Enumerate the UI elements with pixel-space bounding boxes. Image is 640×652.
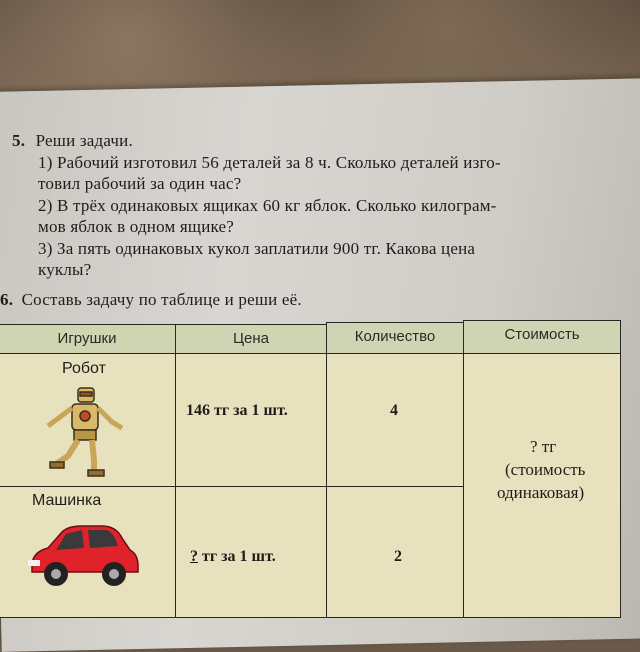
header-toys: Игрушки [0, 324, 176, 354]
task5-line-4: мов яблок в одном ящике? [38, 217, 235, 236]
car-illustration [26, 520, 142, 590]
task6-number: 6. [0, 290, 14, 309]
task5-title: Реши задачи. [35, 131, 133, 150]
task5-line-5: 3) За пять одинаковых кукол заплатили 900 тг. Какова цена [38, 239, 476, 258]
header-cost: Стоимость [463, 320, 621, 354]
task5-number: 5. [12, 131, 26, 150]
task5-heading [12, 131, 133, 151]
car-label: Машинка [32, 492, 102, 509]
cell-robot-price [175, 353, 327, 487]
task5-line-2: товил рабочий за один час? [38, 174, 242, 193]
cost-note-2: одинаковая) [497, 483, 585, 502]
car-price [190, 548, 276, 566]
cost-value: ? тг [530, 437, 557, 456]
task6-title: Составь задачу по таблице и реши её. [21, 290, 302, 309]
task5-line-6: куклы? [38, 260, 92, 279]
header-quantity: Количество [326, 322, 464, 354]
cell-robot-quantity [326, 353, 464, 487]
robot-label: Робот [62, 360, 106, 377]
cost-note-1: (стоимость [505, 460, 586, 479]
robot-illustration [42, 382, 132, 478]
car-price-unknown: ? [190, 548, 198, 565]
car-quantity: 2 [394, 548, 402, 565]
task6-heading [0, 290, 302, 310]
robot-quantity: 4 [390, 402, 398, 419]
robot-price: 146 тг за 1 шт. [186, 402, 288, 419]
header-price: Цена [175, 324, 327, 354]
car-price-rest: тг за 1 шт. [198, 548, 276, 565]
task5-line-3: 2) В трёх одинаковых ящиках 60 кг яблок. Сколько килограм- [38, 196, 497, 215]
task5-line-1: 1) Рабочий изготовил 56 деталей за 8 ч. Сколько деталей изго- [38, 153, 501, 172]
